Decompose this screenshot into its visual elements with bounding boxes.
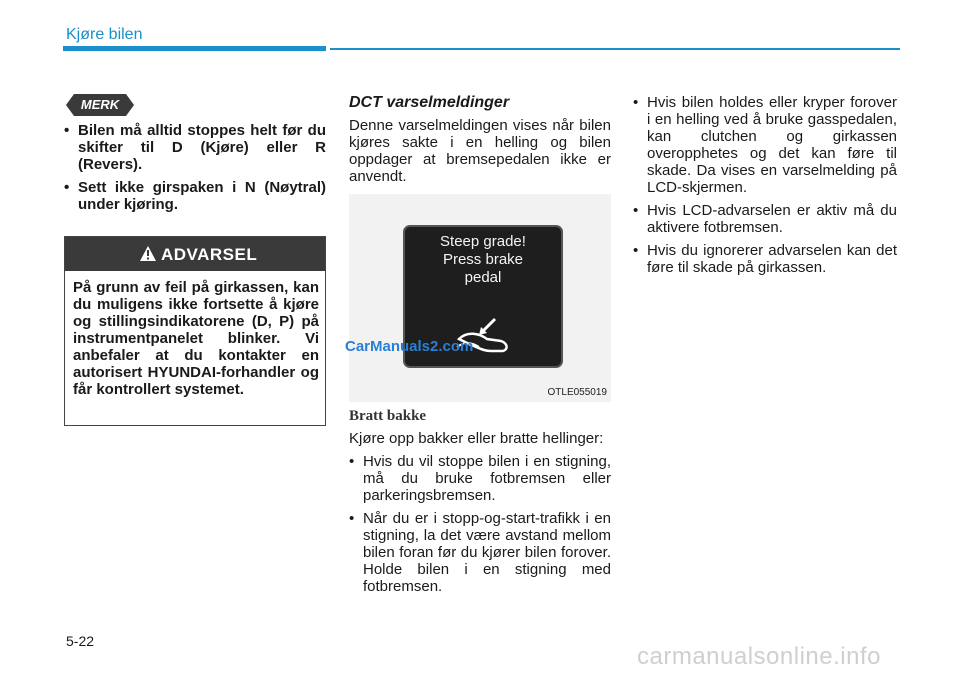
lcd-line: pedal bbox=[464, 269, 502, 286]
lcd-line: Steep grade! bbox=[440, 233, 526, 250]
warning-body: På grunn av feil på girkassen, kan du muligens ikke fortsette å kjøre og stillingsindikatorene (D, P) på instrumentpanelet blinker. Vi anbefaler at du kontakter en autorisert HYUNDAI-forhandler og får kontrollert systemet. bbox=[73, 279, 319, 398]
section-title: Kjøre bilen bbox=[66, 26, 143, 43]
cluster-figure bbox=[345, 194, 611, 402]
lcd-line: Press brake bbox=[442, 251, 524, 268]
steep-intro: Kjøre opp bakker eller bratte hellinger: bbox=[349, 430, 604, 447]
note-badge-label: MERK bbox=[80, 97, 120, 112]
dct-intro: Denne varselmeldingen vises når bilen kjøres sakte i en helling og bilen oppdager at bremsepedalen ikke er anvendt. bbox=[349, 117, 611, 185]
right-bullet: • Hvis bilen holdes eller kryper forover i en helling ved å bruke gasspedalen, kan clutchen og girkassen overopphetes og det kan føre til skade. Da vises en varselmelding på LCD-skjermen. bbox=[633, 94, 897, 196]
footer-watermark: carmanualsonline.info bbox=[637, 643, 881, 670]
warning-icon bbox=[140, 246, 156, 261]
steep-section bbox=[349, 430, 611, 601]
dct-heading: DCT varselmeldinger bbox=[349, 94, 510, 111]
note-section bbox=[64, 122, 326, 219]
right-bullet: • Hvis LCD-advarselen er aktiv må du aktivere fotbremsen. bbox=[633, 202, 897, 236]
warning-box bbox=[64, 236, 326, 426]
watermark: CarManuals2.com bbox=[345, 338, 474, 355]
header-bar bbox=[63, 46, 326, 51]
dct-section bbox=[349, 94, 611, 185]
warning-title: ADVARSEL bbox=[161, 245, 258, 264]
steep-heading: Bratt bakke bbox=[349, 408, 427, 424]
figure-code: OTLE055019 bbox=[547, 387, 607, 398]
steep-bullet: • Hvis du vil stoppe bilen i en stigning, må du bruke fotbremsen eller parkeringsbremsen. bbox=[349, 453, 611, 504]
warning-header bbox=[65, 237, 325, 271]
lcd-message bbox=[405, 233, 561, 287]
right-bullet: • Hvis du ignorerer advarselen kan det føre til skade på girkassen. bbox=[633, 242, 897, 276]
right-section bbox=[633, 94, 897, 282]
note-bullet: • Bilen må alltid stoppes helt før du skifter til D (Kjøre) eller R (Revers). bbox=[64, 122, 326, 173]
note-bullet: • Sett ikke girspaken i N (Nøytral) under kjøring. bbox=[64, 179, 326, 213]
note-badge bbox=[66, 94, 134, 116]
page-number: 5-22 bbox=[66, 633, 95, 649]
steep-bullet: • Når du er i stopp-og-start-trafikk i en stigning, la det være avstand mellom bilen foran før du kjører bilen forover. Holde bilen i en stigning med fotbremsen. bbox=[349, 510, 611, 595]
header-rule bbox=[330, 48, 900, 50]
